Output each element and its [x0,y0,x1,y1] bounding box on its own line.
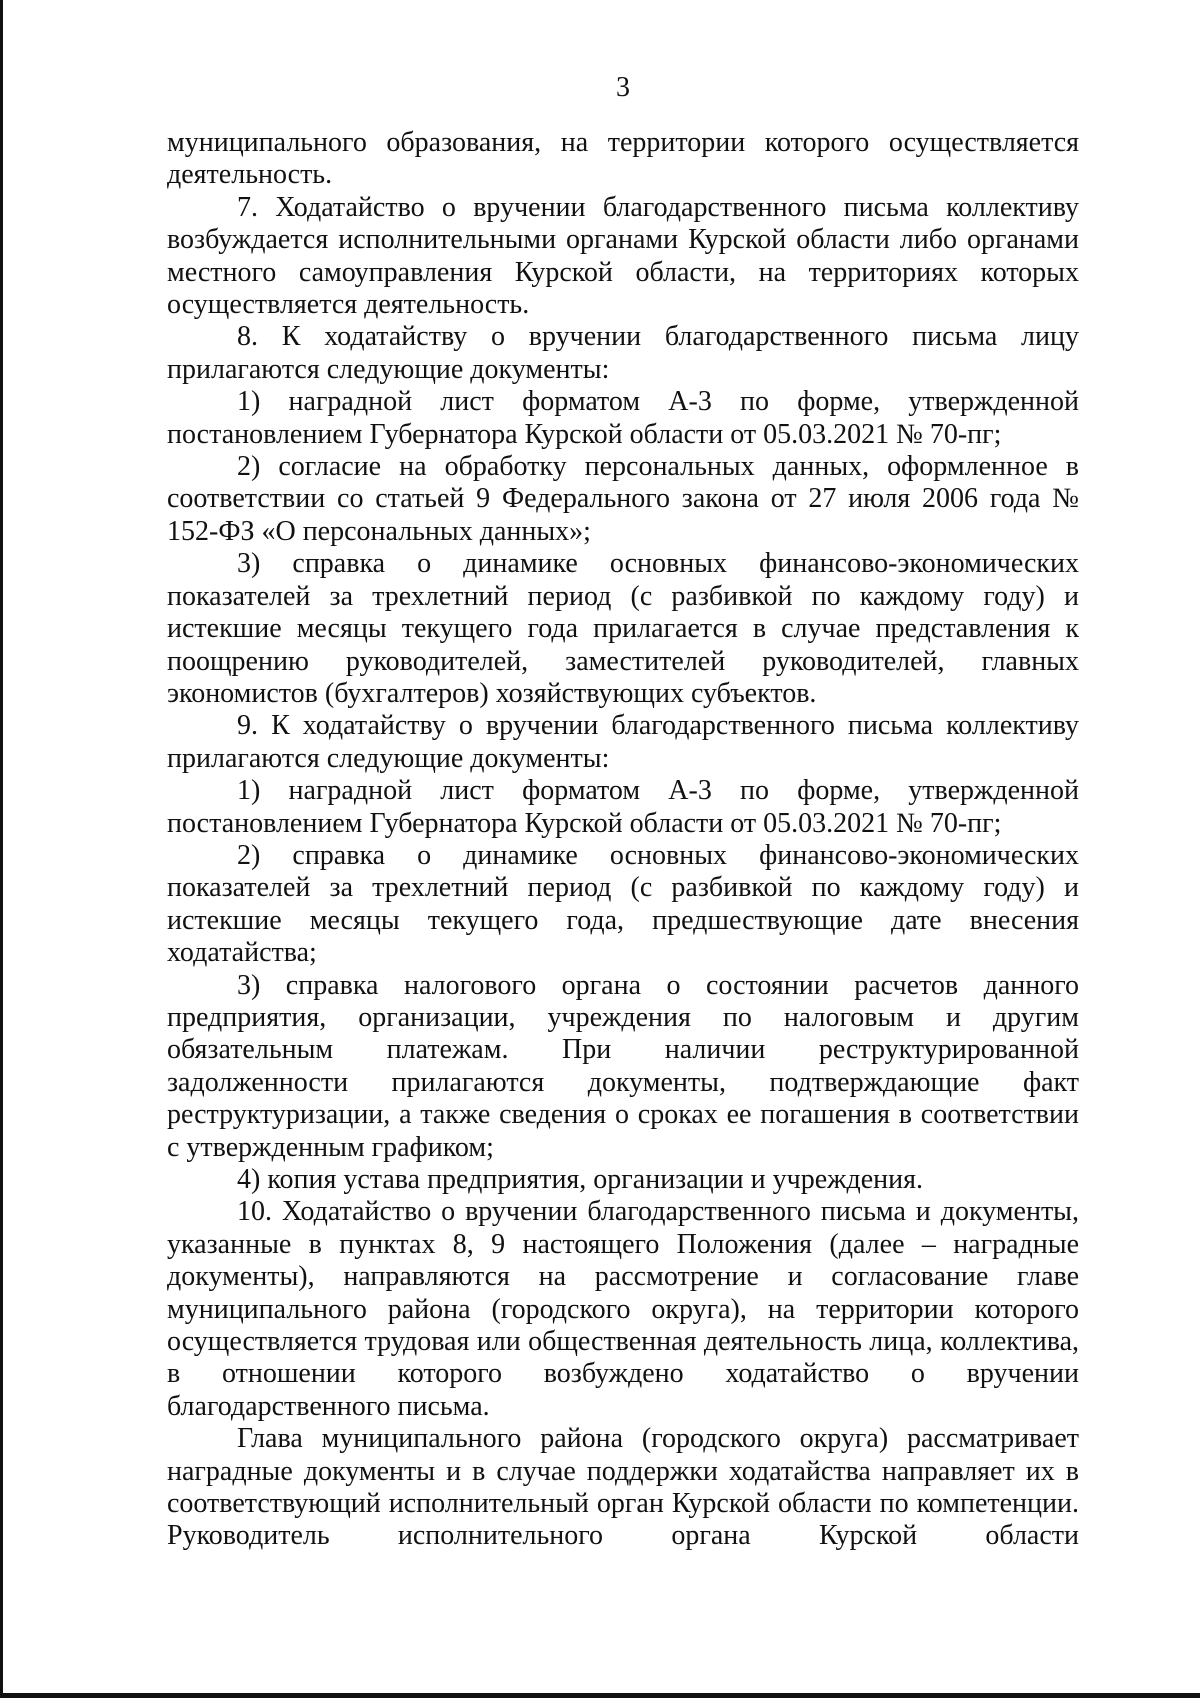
scan-border-bottom [0,1693,1200,1698]
paragraph-item-9-4: 4) копия устава предприятия, организации и учреждения. [237,1164,923,1195]
paragraph-item-9-2: 2) справка о динамике основных финансово-экономических показателей за трехлетний период (с разбивкой по каждому году) и истекшие месяцы текущего года, предшествующие дате внесения ходатайства; [167,839,1079,969]
scan-border-left [0,0,3,1698]
paragraph-item-10-continued: Глава муниципального района (городского округа) рассматривает наградные документы и в случае поддержки ходатайства направляет их в соответствующий исполнительный орган Курской области по компетенции. Руководитель исполнительного органа Курской области [167,1423,1079,1552]
paragraph-continuation: муниципального образования, на территории которого осуществляется деятельность. [167,127,1079,191]
paragraph-item-9: 9. К ходатайству о вручении благодарственного письма коллективу прилагаются следующие документы: [167,710,1079,774]
paragraph-item-10: 10. Ходатайство о вручении благодарственного письма и документы, указанные в пунктах 8, 9 настоящего Положения (далее – наградные документы), направляются на рассмотрение и согласование главе муниципального района (городского округа), на территории которого осуществляется трудовая или общественная деятельность лица, коллектива, в отношении которого возбуждено ходатайство о вручении благодарственного письма. [167,1196,1079,1422]
paragraph-item-9-1: 1) наградной лист форматом А-3 по форме, утвержденной постановлением Губернатора Курской области от 05.03.2021 № 70-пг; [167,775,1079,839]
paragraph-item-8-2: 2) согласие на обработку персональных данных, оформленное в соответствии со статьей 9 Федерального закона от 27 июля 2006 года № 152-ФЗ «О персональных данных»; [167,451,1079,547]
paragraph-item-8: 8. К ходатайству о вручении благодарственного письма лицу прилагаются следующие документы: [167,321,1079,385]
page-number: 3 [616,72,630,103]
paragraph-item-9-3: 3) справка налогового органа о состоянии расчетов данного предприятия, организации, учреждения по налоговым и другим обязательным платежам. При наличии реструктурированной задолженности прилагаются документы, подтверждающие факт реструктуризации, а также сведения о сроках ее погашения в соответствии с утвержденным графиком; [167,969,1079,1163]
paragraph-item-8-3: 3) справка о динамике основных финансово-экономических показателей за трехлетний период (с разбивкой по каждому году) и истекшие месяцы текущего года прилагается в случае представления к поощрению руководителей, заместителей руководителей, главных экономистов (бухгалтеров) хозяйствующих субъектов. [167,548,1079,709]
document-body [167,127,1079,1553]
paragraph-item-8-1: 1) наградной лист форматом А-3 по форме, утвержденной постановлением Губернатора Курской области от 05.03.2021 № 70-пг; [167,386,1079,450]
paragraph-item-7: 7. Ходатайство о вручении благодарственного письма коллективу возбуждается исполнительными органами Курской области либо органами местного самоуправления Курской области, на территориях которых осуществляется деятельность. [167,191,1079,321]
